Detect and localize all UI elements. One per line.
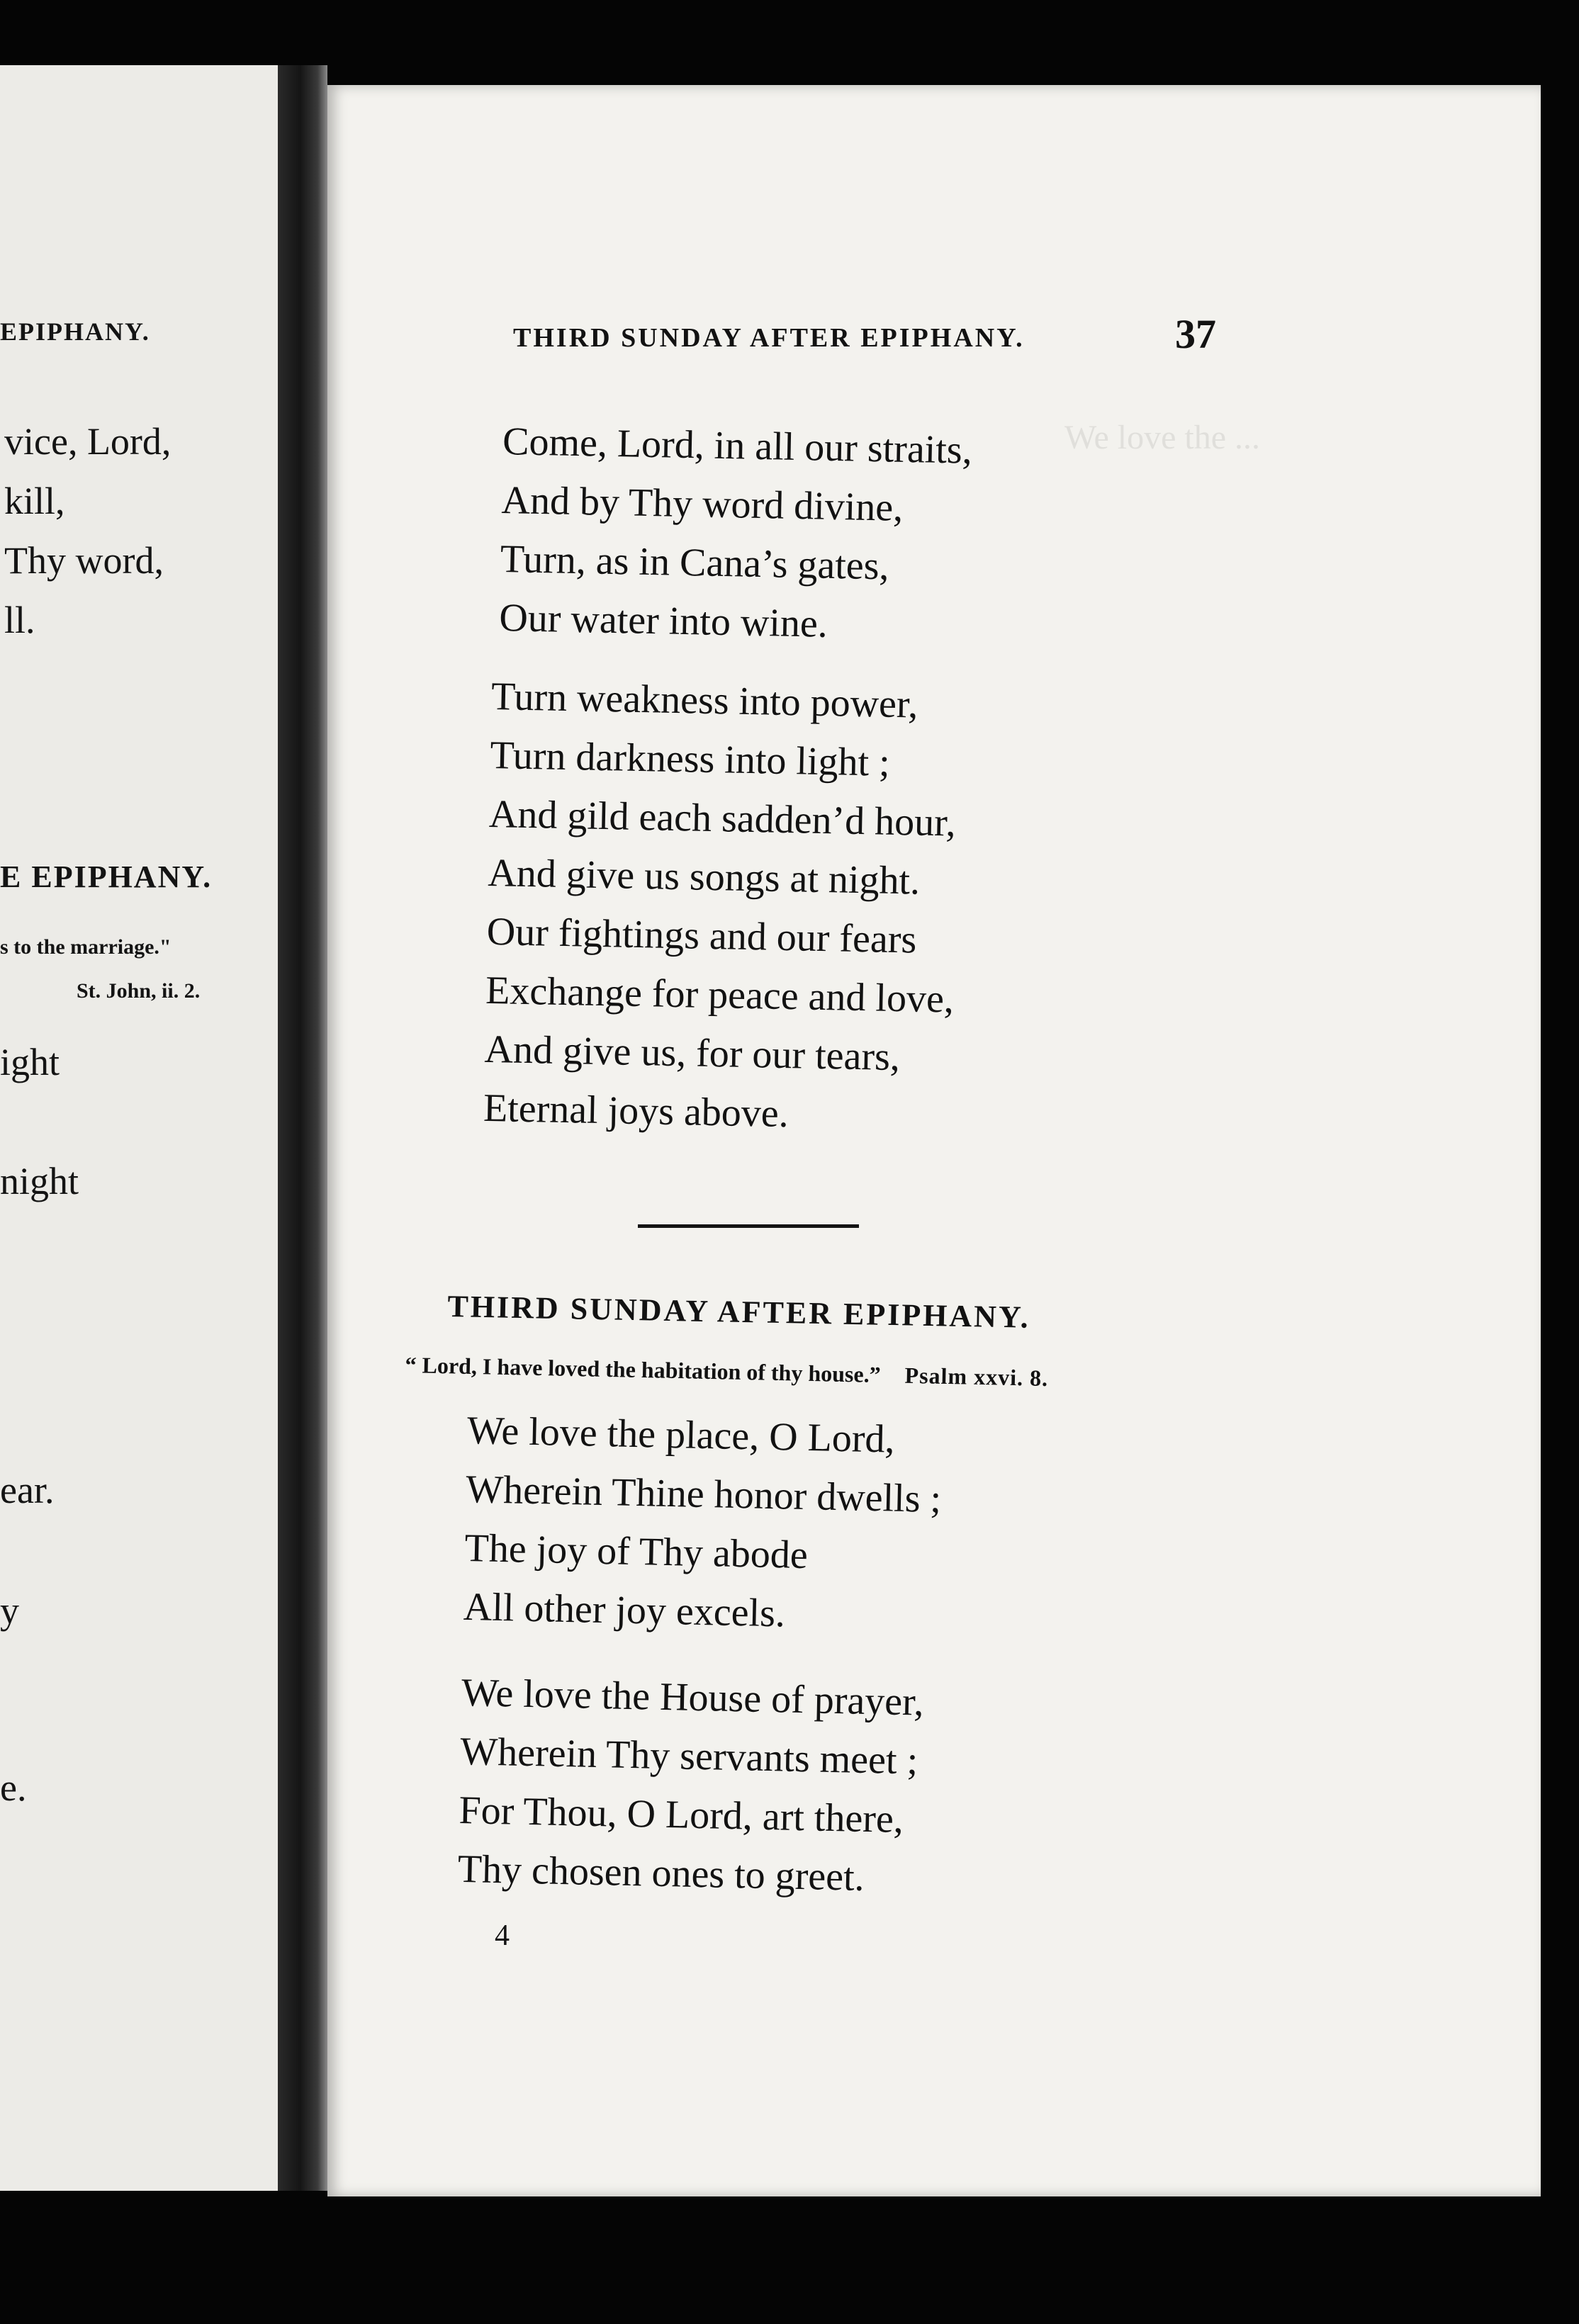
left-section-heading-fragment: E EPIPHANY. (0, 859, 213, 894)
verse-line: Turn, as in Cana’s gates, (500, 536, 890, 589)
stanza-1 (499, 412, 973, 657)
verse-line: The joy of Thy abode (464, 1525, 809, 1578)
verse-line: Our fightings and our fears (486, 909, 917, 962)
verse-line: And by Thy word divine, (501, 478, 904, 530)
left-verse-fragment: e. (0, 1766, 27, 1809)
signature-mark: 4 (495, 1919, 510, 1952)
section-divider-rule (638, 1224, 859, 1228)
verse-line: And give us, for our tears, (484, 1027, 901, 1080)
left-running-head-fragment: EPIPHANY. (0, 317, 150, 346)
verse-line: Turn darkness into light ; (490, 733, 891, 785)
verse-line: Turn weakness into power, (490, 674, 919, 727)
left-citation-fragment: St. John, ii. 2. (77, 979, 201, 1003)
left-verse-fragment: ear. (0, 1469, 55, 1511)
running-head: THIRD SUNDAY AFTER EPIPHANY. (513, 323, 1025, 353)
left-verse-fragment: kill, (4, 480, 65, 522)
verse-line: And give us songs at night. (487, 850, 921, 903)
verse-line: Eternal joys above. (483, 1085, 790, 1136)
left-verse-fragment: ight (0, 1041, 60, 1083)
verse-line: And gild each sadden’d hour, (488, 791, 957, 845)
verse-line: Wherein Thy servants meet ; (459, 1729, 918, 1783)
verse-line: Exchange for peace and love, (485, 968, 955, 1022)
left-verse-fragment: Thy word, (4, 539, 164, 582)
left-verse-fragment: night (0, 1160, 79, 1202)
verse-line: Our water into wine. (498, 595, 828, 646)
epigraph-quote: “ Lord, I have loved the habitation of thy house.” (405, 1352, 882, 1388)
left-verse-fragment: ll. (4, 599, 35, 641)
left-epigraph-fragment: s to the marriage." (0, 935, 172, 959)
page-number: 37 (1175, 311, 1216, 357)
bleed-through: We love the ... (1064, 419, 1261, 456)
verse-line: We love the place, O Lord, (466, 1408, 896, 1462)
verse-line: All other joy excels. (463, 1584, 786, 1636)
left-facing-page (0, 65, 278, 2191)
right-page (327, 85, 1541, 2196)
verse-line: For Thou, O Lord, art there, (459, 1788, 904, 1842)
section-heading: THIRD SUNDAY AFTER EPIPHANY. (447, 1288, 1031, 1335)
epigraph (405, 1352, 1048, 1392)
verse-line: Wherein Thine honor dwells ; (465, 1467, 942, 1522)
stanza-4 (457, 1664, 924, 1909)
stanza-2 (483, 667, 960, 1147)
binding-gutter (278, 65, 327, 2191)
epigraph-citation: Psalm xxvi. 8. (904, 1362, 1049, 1391)
left-verse-fragment: vice, Lord, (4, 420, 172, 463)
verse-line: Thy chosen ones to greet. (457, 1846, 865, 1900)
verse-line: Come, Lord, in all our straits, (502, 419, 973, 473)
left-verse-fragment: y (0, 1589, 19, 1632)
verse-line: We love the House of prayer, (461, 1670, 925, 1725)
stanza-3 (463, 1401, 943, 1647)
